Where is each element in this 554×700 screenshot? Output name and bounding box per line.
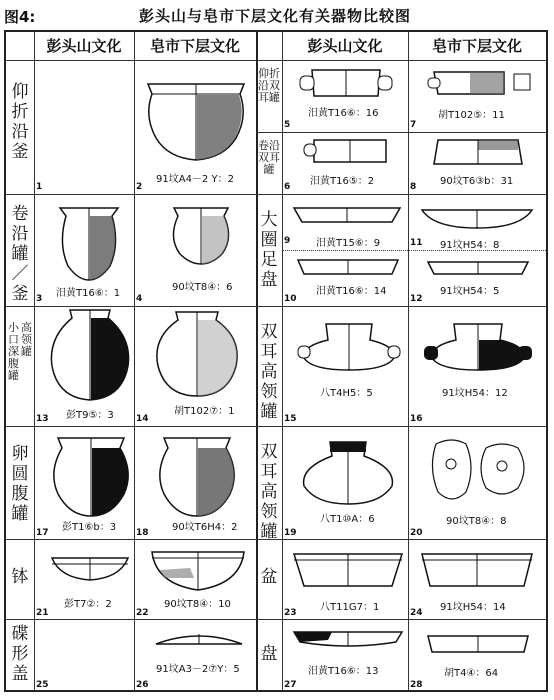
item-number: 7 [410, 120, 417, 130]
item-caption: 90坟T8④：6 [172, 282, 233, 293]
header-pengtoushan-right: 彭头山文化 [307, 37, 383, 55]
item-number: 21 [36, 608, 49, 618]
item-number: 5 [284, 120, 291, 130]
item-caption: 汨黄T15⑥：9 [316, 238, 381, 249]
item-number: 17 [36, 528, 49, 538]
item-number: 3 [36, 294, 43, 304]
vessel-drawing [50, 436, 132, 518]
item-number: 18 [136, 528, 149, 538]
item-caption: 汨黄T16⑤：2 [310, 176, 375, 187]
item-number: 11 [410, 238, 423, 248]
item-number: 24 [410, 608, 423, 618]
vessel-drawing [292, 550, 404, 590]
item-number: 4 [136, 294, 143, 304]
item-number: 26 [136, 680, 149, 690]
vessel-drawing [292, 628, 404, 654]
item-caption: 90坟T8④：8 [446, 516, 507, 527]
item-number: 13 [36, 414, 49, 424]
vessel-drawing [426, 258, 530, 278]
item-caption: 90坟T6③b：31 [440, 176, 514, 187]
item-caption: 汨黄T16⑥：14 [316, 286, 387, 297]
item-number: 20 [410, 528, 423, 538]
item-number: 6 [284, 182, 291, 192]
vessel-drawing [420, 550, 534, 590]
row-label-luanyuanfuguan: 卵圆腹罐 [11, 444, 29, 524]
item-number: 22 [136, 608, 149, 618]
header-zaoshi-left: 皂市下层文化 [149, 37, 240, 55]
row-label-shuangerguan-2: 卷沿双耳罐 [258, 139, 280, 176]
comparison-table [4, 30, 548, 692]
item-caption: 彭T7②：2 [64, 599, 112, 610]
item-caption: 汨黄T16⑥：1 [56, 288, 121, 299]
vessel-drawing [422, 320, 534, 374]
vessel-drawing [156, 436, 238, 518]
item-number: 2 [136, 182, 143, 192]
item-number: 25 [36, 680, 49, 690]
vessel-drawing [50, 556, 130, 582]
vessel-drawing [150, 548, 246, 592]
vessel-drawing [296, 66, 396, 100]
item-caption: 91坟A4－2 Y：2 [156, 174, 234, 185]
vessel-drawing [296, 256, 400, 278]
row-label-yangzheyanfu: 仰折沿釜 [11, 82, 29, 162]
row-label-shuangerguan-1: 仰折沿双耳罐 [258, 67, 280, 104]
vessel-drawing [296, 320, 402, 374]
item-number: 28 [410, 680, 423, 690]
vessel-drawing [144, 76, 248, 166]
row-label-dajuanzupan: 大圈足盘 [260, 210, 278, 290]
item-number: 23 [284, 608, 297, 618]
item-number: 14 [136, 414, 149, 424]
row-label-pan: 盘 [260, 644, 278, 664]
item-caption: 胡T102⑦：1 [174, 406, 235, 417]
vessel-drawing [296, 438, 402, 508]
item-number: 9 [284, 236, 291, 246]
item-number: 12 [410, 294, 423, 304]
row-label-shuanger-gaolingguan-1: 双耳高领罐 [260, 322, 278, 422]
item-caption: 胡T4④：64 [444, 668, 499, 679]
row-label-diexinggai: 碟形盖 [11, 624, 29, 684]
vessel-drawing [428, 434, 532, 508]
vessel-drawing [166, 204, 236, 268]
item-caption: 汨黄T16⑥：13 [308, 666, 379, 677]
row-label-juanyanguan: 卷沿罐／釜 [11, 204, 29, 304]
item-caption: 90坟T6H4：2 [172, 522, 238, 533]
item-caption: 91坟A3－2⑦Y：5 [156, 664, 240, 675]
item-number: 27 [284, 680, 297, 690]
row-label-gaolingguan: 高领罐 [21, 321, 32, 358]
row-label-xiaokoushenfuguan: 小口深腹罐 [8, 321, 19, 382]
item-caption: 八T11G7：1 [320, 602, 380, 613]
vessel-drawing [424, 68, 534, 98]
vessel-drawing [54, 204, 124, 284]
vessel-drawing [152, 310, 242, 400]
item-number: 8 [410, 182, 417, 192]
item-caption: 八T1⑩A：6 [320, 514, 375, 525]
vessel-drawing [420, 206, 534, 232]
vessel-drawing [426, 632, 530, 658]
row-label-bo: 钵 [11, 567, 29, 587]
item-caption: 彭T9⑤：3 [66, 410, 114, 421]
item-caption: 90坟T8④：10 [164, 599, 231, 610]
vessel-drawing [300, 136, 400, 166]
item-caption: 胡T102⑤：11 [438, 110, 505, 121]
figure-title: 彭头山与皂市下层文化有关器物比较图 [138, 7, 411, 25]
item-caption: 彭T1⑥b：3 [62, 522, 117, 533]
vessel-drawing [154, 628, 244, 650]
header-pengtoushan-left: 彭头山文化 [46, 37, 122, 55]
header-zaoshi-right: 皂市下层文化 [431, 37, 522, 55]
item-caption: 汨黄T16⑥：16 [308, 108, 379, 119]
vessel-drawing [48, 308, 132, 404]
item-caption: 八T4H5：5 [320, 388, 373, 399]
item-number: 19 [284, 528, 297, 538]
item-caption: 91坟H54：5 [440, 286, 500, 297]
item-number: 10 [284, 294, 297, 304]
item-number: 15 [284, 414, 297, 424]
item-caption: 91坟H54：8 [440, 240, 500, 251]
item-number: 16 [410, 414, 423, 424]
figure-label: 图4: [4, 8, 36, 26]
item-caption: 91坟H54：12 [442, 388, 508, 399]
vessel-drawing [426, 136, 530, 168]
vessel-drawing [292, 204, 402, 226]
row-label-pen: 盆 [260, 567, 278, 587]
item-number: 1 [36, 182, 43, 192]
row-label-shuanger-gaolingguan-2: 双耳高领罐 [260, 442, 278, 542]
item-caption: 91坟H54：14 [440, 602, 506, 613]
